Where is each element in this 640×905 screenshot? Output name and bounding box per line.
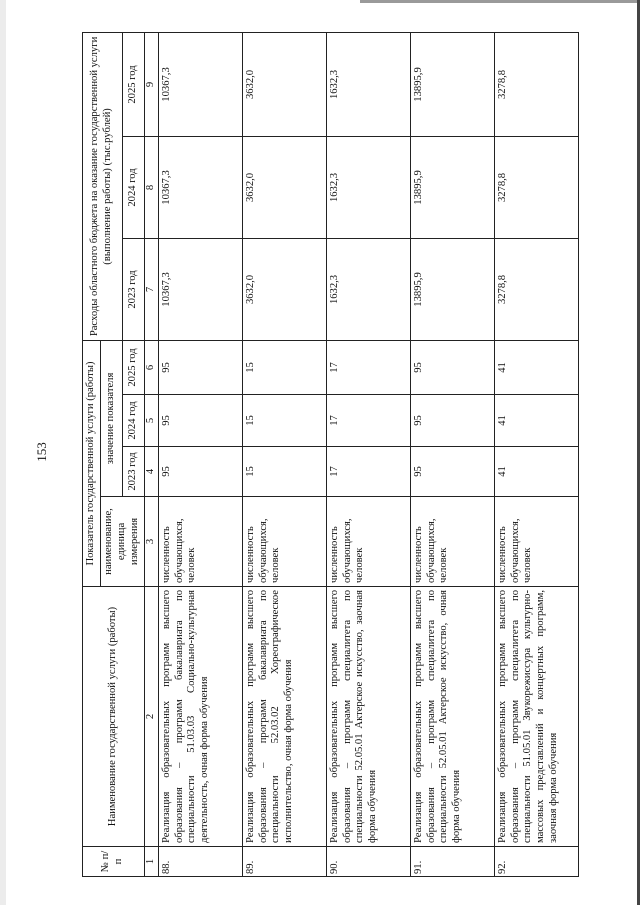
- column-number: 6: [144, 340, 158, 394]
- table-row: [410, 32, 494, 876]
- value-2024: 95: [158, 395, 242, 447]
- row-number: 91.: [410, 847, 494, 877]
- column-number: 5: [144, 395, 158, 447]
- column-number: 9: [144, 32, 158, 136]
- unit-cell: численность обучающихся, человек: [410, 497, 494, 587]
- value-2024: 41: [494, 395, 578, 447]
- budget-2023: 3278,8: [494, 238, 578, 340]
- value-2023: 41: [494, 447, 578, 497]
- page-edge-shadow: [0, 0, 6, 905]
- table-row: [494, 32, 578, 876]
- scan-border-top: [360, 0, 640, 3]
- row-number: 88.: [158, 847, 242, 877]
- header-budget-year-2023: 2023 год: [122, 238, 144, 340]
- budget-2024: 10367,3: [158, 136, 242, 238]
- budget-2024: 3632,0: [242, 136, 326, 238]
- budget-2024: 13895,9: [410, 136, 494, 238]
- value-2023: 95: [410, 447, 494, 497]
- unit-cell: численность обучающихся, человек: [242, 497, 326, 587]
- column-number: 4: [144, 447, 158, 497]
- value-2023: 95: [158, 447, 242, 497]
- service-name: Реализация образовательных программ высшего образования – программ бакалавриата по специальности 51.03.03 Социально-культурная деятельность, очная форма обучения: [158, 587, 242, 847]
- header-budget-year-2024: 2024 год: [122, 136, 144, 238]
- budget-2025: 10367,3: [158, 32, 242, 136]
- budget-2023: 1632,3: [326, 238, 410, 340]
- budget-2025: 3278,8: [494, 32, 578, 136]
- header-num: № п/п: [83, 847, 145, 877]
- column-number: 3: [144, 497, 158, 587]
- row-number: 90.: [326, 847, 410, 877]
- budget-2025: 13895,9: [410, 32, 494, 136]
- budget-2025: 3632,0: [242, 32, 326, 136]
- value-2024: 17: [326, 395, 410, 447]
- header-year-2023: 2023 год: [122, 447, 144, 497]
- header-year-2025: 2025 год: [122, 340, 144, 394]
- budget-2024: 1632,3: [326, 136, 410, 238]
- table-row: [242, 32, 326, 876]
- value-2023: 17: [326, 447, 410, 497]
- column-number: 8: [144, 136, 158, 238]
- value-2024: 15: [242, 395, 326, 447]
- budget-2023: 13895,9: [410, 238, 494, 340]
- value-2025: 41: [494, 340, 578, 394]
- budget-2023: 10367,3: [158, 238, 242, 340]
- table-row: [326, 32, 410, 876]
- value-2023: 15: [242, 447, 326, 497]
- header-indicator-value: значение показателя: [100, 340, 122, 496]
- service-name: Реализация образовательных программ высшего образования – программ специалитета по специальности 52.05.01 Актерское искусство, очная форма обучения: [410, 587, 494, 847]
- service-name: Реализация образовательных программ высшего образования – программ бакалавриата по специальности 52.03.02 Хореографическое исполнительство, очная форма обучения: [242, 587, 326, 847]
- table-row: [158, 32, 242, 876]
- value-2025: 95: [410, 340, 494, 394]
- page-number: 153: [34, 442, 49, 462]
- service-name: Реализация образовательных программ высшего образования – программ специалитета по специальности 52.05.01 Актерское искусство, заочная форма обучения: [326, 587, 410, 847]
- budget-services-table: [82, 32, 579, 877]
- row-number: 89.: [242, 847, 326, 877]
- value-2024: 95: [410, 395, 494, 447]
- header-budget-group: Расходы областного бюджета на оказание государственной услуги (выполнение работы) (тыс.рублей): [83, 32, 123, 340]
- budget-2024: 3278,8: [494, 136, 578, 238]
- rotated-table-wrapper: [82, 33, 618, 877]
- header-service-name: Наименование государственной услуги (работы): [83, 587, 145, 847]
- column-number-row: [144, 32, 158, 876]
- header-budget-year-2025: 2025 год: [122, 32, 144, 136]
- column-number: 2: [144, 587, 158, 847]
- value-2025: 17: [326, 340, 410, 394]
- row-number: 92.: [494, 847, 578, 877]
- column-number: 7: [144, 238, 158, 340]
- budget-2023: 3632,0: [242, 238, 326, 340]
- unit-cell: численность обучающихся, человек: [158, 497, 242, 587]
- column-number: 1: [144, 847, 158, 877]
- unit-cell: численность обучающихся, человек: [326, 497, 410, 587]
- unit-cell: численность обучающихся, человек: [494, 497, 578, 587]
- header-unit: наименование, единица измерения: [100, 497, 144, 587]
- value-2025: 15: [242, 340, 326, 394]
- service-name: Реализация образовательных программ высшего образования – программ специалитета по специальности 51.05.01 Звукорежиссура культурно-массовых представлений и концертных программ, заочная форма обучения: [494, 587, 578, 847]
- header-year-2024: 2024 год: [122, 395, 144, 447]
- header-indicator-group: Показатель государственной услуги (работы): [83, 340, 101, 586]
- value-2025: 95: [158, 340, 242, 394]
- budget-2025: 1632,3: [326, 32, 410, 136]
